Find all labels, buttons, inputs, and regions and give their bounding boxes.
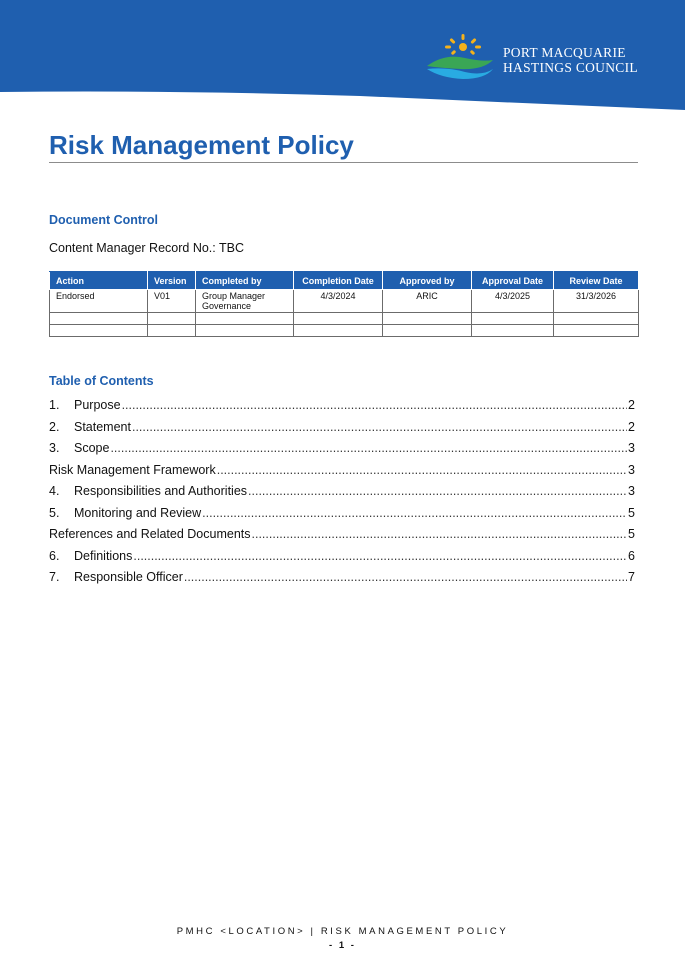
table-cell: Endorsed — [50, 290, 148, 313]
toc-page-number: 2 — [628, 398, 635, 412]
toc-title: References and Related Documents — [49, 527, 251, 541]
table-row — [50, 290, 639, 313]
toc-title: Responsible Officer — [74, 570, 183, 584]
table-cell — [472, 325, 554, 337]
table-cell: 31/3/2026 — [554, 290, 639, 313]
toc-title: Scope — [74, 441, 110, 455]
table-cell: ARIC — [383, 290, 472, 313]
record-number: Content Manager Record No.: TBC — [49, 241, 245, 255]
table-cell: Group Manager Governance — [196, 290, 294, 313]
table-cell — [196, 325, 294, 337]
toc-number: 2. — [49, 419, 60, 434]
table-cell — [472, 313, 554, 325]
toc-entry-purpose[interactable] — [49, 398, 635, 420]
table-cell — [554, 313, 639, 325]
column-header: Completion Date — [294, 272, 383, 290]
column-header: Action — [50, 272, 148, 290]
table-cell: 4/3/2024 — [294, 290, 383, 313]
toc-number: 7. — [49, 570, 60, 584]
table-cell — [383, 325, 472, 337]
toc-number: 6. — [49, 548, 60, 563]
table-header-row — [50, 272, 639, 290]
table-cell — [383, 313, 472, 325]
column-header: Review Date — [554, 272, 639, 290]
footer-page-number: - 1 - — [329, 940, 356, 951]
footer-document-label: PMHC <LOCATION> | RISK MANAGEMENT POLICY — [176, 926, 509, 937]
title-divider — [49, 162, 638, 163]
org-name-line2: HASTINGS COUNCIL — [503, 60, 638, 75]
toc-page-number: 6 — [628, 548, 635, 563]
toc-number: 4. — [49, 484, 60, 498]
org-name-line1: PORT MACQUARIE — [503, 45, 626, 60]
table-cell — [50, 313, 148, 325]
toc-entry-risk-management-framework[interactable] — [49, 463, 635, 485]
table-cell — [50, 325, 148, 337]
document-control-table — [49, 271, 639, 337]
toc-leader — [217, 463, 627, 477]
toc-page-number: 5 — [628, 505, 635, 520]
table-of-contents — [49, 398, 635, 592]
toc-title: Risk Management Framework — [49, 462, 216, 477]
toc-entry-monitoring[interactable] — [49, 506, 635, 528]
toc-page-number: 2 — [628, 419, 635, 434]
toc-entry-statement[interactable] — [49, 420, 635, 442]
document-control-heading: Document Control — [49, 213, 159, 227]
toc-entry-responsibilities[interactable] — [49, 484, 635, 506]
column-header: Completed by — [196, 272, 294, 290]
toc-page-number: 3 — [628, 484, 635, 498]
toc-heading: Table of Contents — [49, 374, 154, 388]
table-cell — [148, 313, 196, 325]
toc-entry-responsible-officer[interactable] — [49, 570, 635, 592]
table-cell — [294, 313, 383, 325]
table-row — [50, 313, 639, 325]
page-title: Risk Management Policy — [49, 130, 354, 160]
column-header: Approved by — [383, 272, 472, 290]
toc-leader — [184, 570, 627, 584]
table-cell: 4/3/2025 — [472, 290, 554, 313]
toc-page-number: 7 — [628, 570, 635, 584]
toc-leader — [122, 398, 627, 412]
toc-leader — [132, 420, 627, 434]
toc-number: 1. — [49, 398, 60, 412]
table-cell — [196, 313, 294, 325]
table-cell — [294, 325, 383, 337]
toc-page-number: 5 — [628, 527, 635, 541]
toc-title: Definitions — [74, 548, 133, 563]
toc-title: Responsibilities and Authorities — [74, 484, 248, 498]
table-cell — [554, 325, 639, 337]
toc-leader — [110, 441, 627, 455]
toc-entry-references[interactable] — [49, 527, 635, 549]
toc-title: Monitoring and Review — [74, 505, 202, 520]
toc-page-number: 3 — [628, 441, 635, 455]
toc-entry-scope[interactable] — [49, 441, 635, 463]
toc-leader — [202, 506, 627, 520]
table-cell: V01 — [148, 290, 196, 313]
table-row — [50, 325, 639, 337]
toc-leader — [252, 527, 628, 541]
table-cell — [148, 325, 196, 337]
sun-landscape-logo-icon — [425, 33, 497, 83]
toc-number: 3. — [49, 441, 60, 455]
toc-title: Purpose — [74, 398, 121, 412]
column-header: Approval Date — [472, 272, 554, 290]
toc-page-number: 3 — [628, 462, 635, 477]
toc-leader — [248, 484, 627, 498]
council-logo — [425, 33, 655, 83]
toc-leader — [133, 549, 627, 563]
column-header: Version — [148, 272, 196, 290]
toc-title: Statement — [74, 419, 131, 434]
toc-entry-definitions[interactable] — [49, 549, 635, 571]
toc-number: 5. — [49, 505, 60, 520]
